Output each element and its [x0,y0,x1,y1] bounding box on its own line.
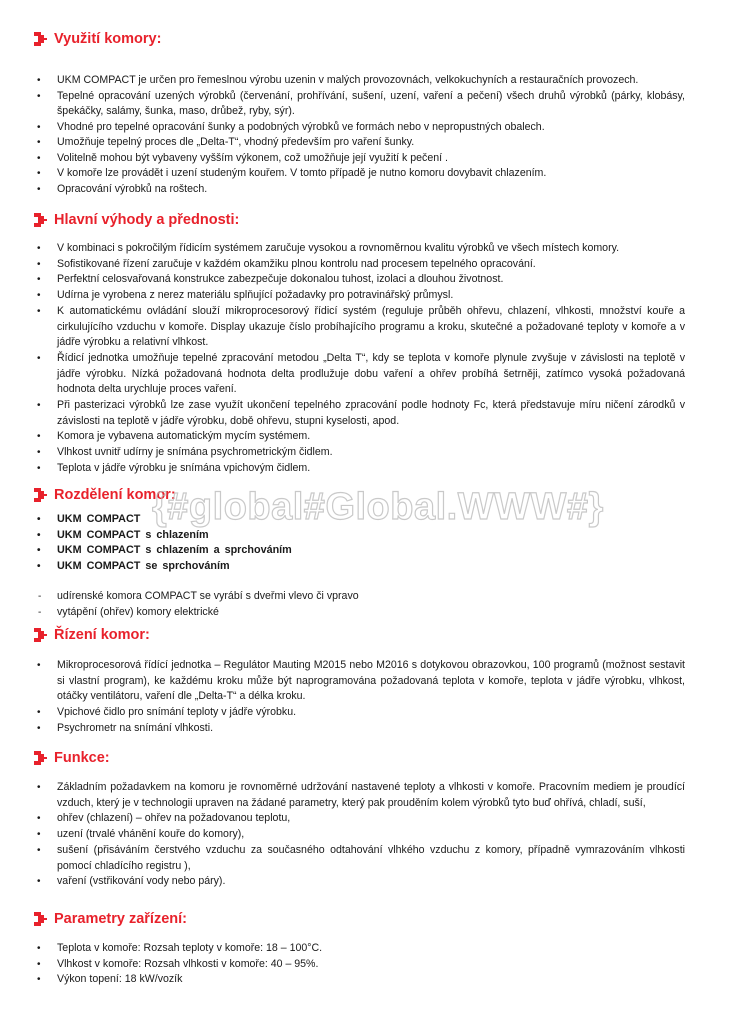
list-item: • Výkon topení: 18 kW/vozík [37,973,183,986]
section-title: Funkce: [54,750,110,766]
list-item: • Tepelné opracování uzených výrobků (červenání, prohřívání, sušení, uzení, vaření a pečení) všech druhů výrobků (párky, klobásy, špekáčky, salámy, šunka, maso, drůbež, ryby, sýr). [37,89,685,117]
list-item: • Psychrometr na snímání vlhkosti. [37,721,214,734]
list-item: • UKM COMPACT se sprchováním [37,560,230,573]
section-vyuziti [0,30,745,197]
red-arrow-marker-icon [34,912,48,926]
section-vyhody [0,211,745,477]
list-item: • Perfektní celosvařovaná konstrukce zabezpečuje dokonalou tuhost, izolaci a dlouhou životnost. [37,273,504,286]
list-item: • uzení (trvalé vhánění kouře do komory), [37,828,245,841]
section-heading [0,910,745,930]
list-item: • ohřev (chlazení) – ohřev na požadovanou teplotu, [37,812,291,825]
list-item: • Komora je vybavena automatickým mycím systémem. [37,430,311,443]
section-title: Využití komory: [54,31,162,47]
red-arrow-marker-icon [34,628,48,642]
list-item: • Volitelně mohou být vybaveny vyšším výkonem, což umožňuje její využití k pečení . [37,151,448,164]
list-item: • Udírna je vyrobena z nerez materiálu splňující požadavky pro potravinářský průmysl. [37,289,454,302]
list-item: - udírenské komora COMPACT se vyrábí s dveřmi vlevo či vpravo [38,589,359,602]
section-title: Řízení komor: [54,627,150,643]
list-item: • Mikroprocesorová řídící jednotka – Regulátor Mauting M2015 nebo M2016 s dotykovou obrazovkou, 100 programů (možnost sestavit si vlastní program), ke každému kroku může být naprogramována požadovaná teplota v komoře, teplota v jádře výrobku, vlhkost, otáčky ventilátoru, vaření dle „Delta-T“ a délka kroku. [37,659,685,703]
section-rizeni [0,626,745,737]
list-item: • Vpichové čidlo pro snímání teploty v jádře výrobku. [37,706,297,719]
bullet-list [0,658,745,737]
list-item: • vaření (vstřikování vody nebo páry). [37,875,226,888]
section-title: Parametry zařízení: [54,911,187,927]
section-heading [0,749,745,769]
list-item: • V kombinaci s pokročilým řídicím systémem zaručuje vysokou a rovnoměrnou kvalitu výrobků ve všech místech komory. [37,242,620,254]
list-item: • Vlhkost uvnitř udírny je snímána psychrometrickým čidlem. [37,446,333,459]
section-heading [0,30,745,50]
list-item: • Umožňuje tepelný proces dle „Delta-T“, vhodný především pro vaření šunky. [37,136,415,148]
list-item: • UKM COMPACT [37,513,141,525]
list-item: • Základním požadavkem na komoru je rovnoměrné udržování nastavené teploty a vlhkosti v komoře. Pracovním mediem je proudící vzduch, který je v technologii upraven na žádané parametry, který pak prouděním kolem výrobků tyto buď ohřívá, chladí, suší, [37,781,685,809]
section-heading [0,626,745,646]
list-item: • sušení (přisáváním čerstvého vzduchu za současného odtahování vlhkého vzduchu z komory, případně vymrazováním vlhkosti pomocí chladícího registru ), [37,843,685,872]
bullet-list [0,73,745,197]
list-item: • V komoře lze provádět i uzení studeným kouřem. V tomto případě je nutno komoru dovybavit chlazením. [37,167,547,179]
list-item: • Vhodné pro tepelné opracování šunky a podobných výrobků ve formách nebo v nepropustných obalech. [37,120,545,133]
bullet-list [0,941,745,988]
list-item: • Teplota v jádře výrobku je snímána vpichovým čidlem. [37,461,311,474]
list-item: - vytápění (ohřev) komory elektrické [38,605,219,618]
red-arrow-marker-icon [34,32,48,46]
list-item: • Teplota v komoře: Rozsah teploty v komoře: 18 – 100°C. [37,942,323,954]
list-item: • UKM COMPACT s chlazením a sprchováním [37,544,292,557]
list-item: • K automatickému ovládání slouží mikroprocesorový řídicí systém (reguluje průběh ohřevu, chlazení, vlhkosti, množství kouře a cirkulujícího vzduchu v komoře. Display ukazuje číslo probíhajícího programu a kroku, skutečné a požadované teploty v komoře a v jádře výrobku a relativní vlhkost. [37,304,685,349]
list-item: • UKM COMPACT s chlazením [37,528,209,541]
list-item: • Řídicí jednotka umožňuje tepelné zpracování metodou „Delta T“, kdy se teplota v komoře plynule zvyšuje v závislosti na teplotě v jádře výrobku. Nízká požadovaná hodnota delta prodlužuje dobu vaření a ohřev probíhá šetrněji, zatímco vysoká požadovaná hodnota delta urychluje proces vaření. [37,351,685,396]
section-title: Hlavní výhody a přednosti: [54,212,240,228]
bullet-list [0,780,745,890]
section-funkce [0,749,745,890]
list-item: • UKM COMPACT je určen pro řemeslnou výrobu uzenin v malých provozovnách, velkokuchyních a restauračních provozech. [37,74,639,86]
red-arrow-marker-icon [34,213,48,227]
watermark: {#global#Global.WWW#} [152,486,604,528]
bullet-list [0,241,745,477]
section-heading [0,211,745,231]
list-item: • Sofistikované řízení zaručuje v každém okamžiku plnou kontrolu nad procesem tepelného opracování. [37,257,536,270]
section-parametry [0,910,745,988]
red-arrow-marker-icon [34,751,48,765]
section-title: Rozdělení komor: [54,487,176,503]
list-item: • Vlhkost v komoře: Rozsah vlhkosti v komoře: 40 – 95%. [37,957,319,970]
red-arrow-marker-icon [34,488,48,502]
list-item: • Při pasterizaci výrobků lze zase využít ukončení tepelného zpracování podle hodnoty Fc, která představuje míru ničení zárodků v závislosti na teplotě v jádře výrobku, době ohřevu, stupni kyselosti, apod. [37,399,685,427]
dash-list [0,589,745,620]
list-item: • Opracování výrobků na roštech. [37,182,208,195]
